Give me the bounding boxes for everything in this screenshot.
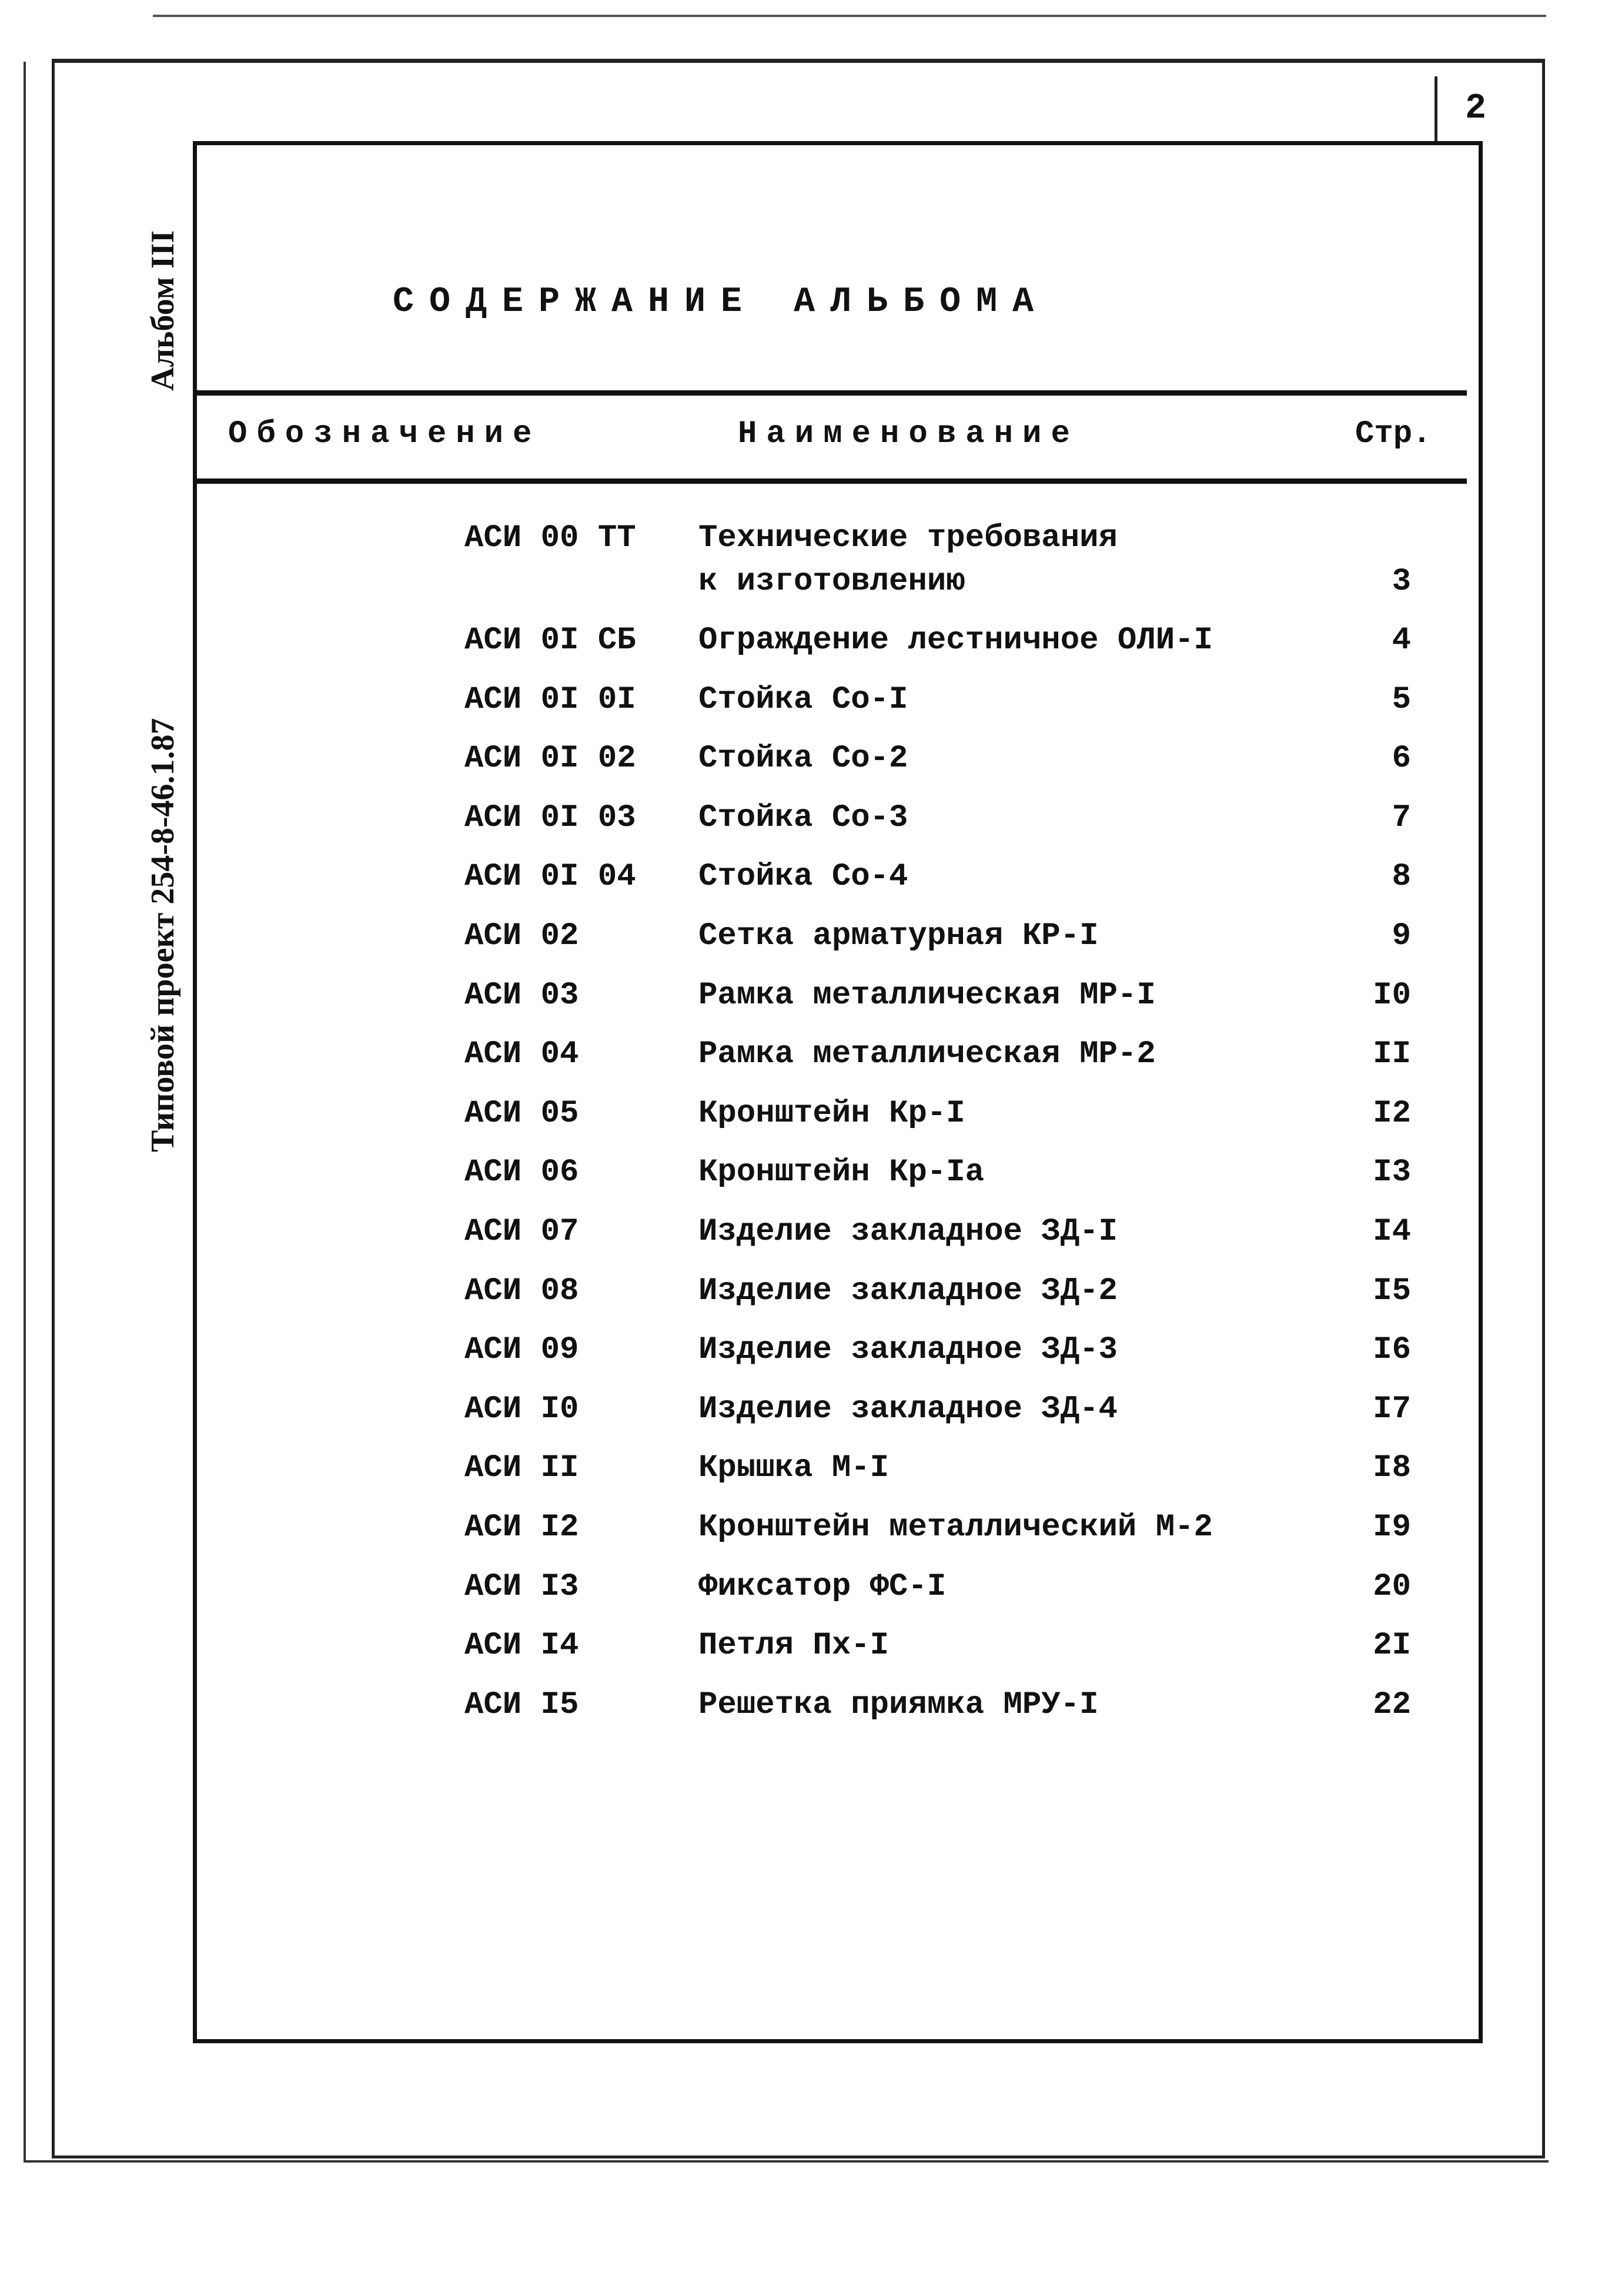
row-page: I7 bbox=[1373, 1391, 1411, 1427]
table-row bbox=[0, 520, 1605, 600]
row-name: Кронштейн Кр-I bbox=[698, 1095, 965, 1132]
table-row bbox=[0, 1273, 1605, 1332]
row-name: Стойка Со-2 bbox=[698, 741, 908, 777]
row-name: Крышка М-I bbox=[698, 1450, 890, 1487]
header-page: Стр. bbox=[1355, 416, 1432, 452]
row-page: I4 bbox=[1373, 1214, 1411, 1250]
row-code: АСИ 06 bbox=[464, 1154, 579, 1191]
row-page: 3 bbox=[1392, 564, 1411, 600]
row-name: Кронштейн металлический М-2 bbox=[698, 1510, 1213, 1545]
table-row bbox=[0, 622, 1605, 681]
row-code: АСИ I3 bbox=[464, 1568, 579, 1605]
table-row bbox=[0, 918, 1605, 977]
row-code: АСИ 0I СБ bbox=[464, 622, 636, 658]
row-name: Фиксатор ФС-I bbox=[698, 1568, 947, 1605]
row-page: 4 bbox=[1392, 622, 1411, 658]
row-code: АСИ 09 bbox=[464, 1332, 579, 1368]
row-page: 9 bbox=[1392, 918, 1411, 954]
table-row bbox=[0, 1391, 1605, 1450]
row-page: 20 bbox=[1373, 1568, 1411, 1605]
row-name: Решетка приямка МРУ-I bbox=[698, 1686, 1099, 1723]
row-name-continued: к изготовлению bbox=[698, 564, 965, 600]
header-bottom-rule bbox=[197, 478, 1467, 484]
table-row bbox=[0, 1154, 1605, 1213]
row-code: АСИ I5 bbox=[464, 1686, 579, 1723]
row-code: АСИ 0I 0I bbox=[464, 681, 636, 718]
row-page: 5 bbox=[1392, 681, 1411, 718]
row-code: АСИ 05 bbox=[464, 1095, 579, 1132]
row-code: АСИ 00 ТТ bbox=[464, 520, 636, 556]
header-code: Обозначение bbox=[228, 416, 541, 452]
row-code: АСИ 0I 03 bbox=[464, 799, 636, 836]
sheet-number: 2 bbox=[1435, 76, 1514, 141]
table-row bbox=[0, 978, 1605, 1036]
side-project-label: Типовой проект 254-8-46.1.87 bbox=[145, 718, 181, 1152]
row-page: I2 bbox=[1373, 1095, 1411, 1132]
header-top-rule bbox=[197, 390, 1467, 396]
row-name: Рамка металлическая МР-I bbox=[698, 977, 1156, 1013]
row-name: Стойка Со-4 bbox=[698, 859, 908, 895]
row-name: Стойка Со-I bbox=[698, 681, 908, 718]
row-page: I3 bbox=[1373, 1154, 1411, 1191]
row-page: 6 bbox=[1392, 741, 1411, 777]
table-row bbox=[0, 1036, 1605, 1095]
header-name: Наименование bbox=[738, 416, 1079, 452]
row-name: Изделие закладное ЗД-3 bbox=[698, 1332, 1118, 1368]
row-code: АСИ 02 bbox=[464, 918, 579, 954]
row-name: Рамка металлическая МР-2 bbox=[698, 1036, 1156, 1073]
table-row bbox=[0, 1214, 1605, 1273]
row-page: 22 bbox=[1373, 1686, 1411, 1723]
row-code: АСИ 04 bbox=[464, 1036, 579, 1073]
row-code: АСИ 03 bbox=[464, 977, 579, 1013]
table-row bbox=[0, 800, 1605, 859]
row-name: Стойка Со-3 bbox=[698, 799, 908, 836]
row-name: Технические требования bbox=[698, 520, 1118, 556]
row-name: Петля Пх-I bbox=[698, 1628, 890, 1664]
row-code: АСИ 07 bbox=[464, 1214, 579, 1250]
row-page: I9 bbox=[1373, 1510, 1411, 1545]
table-row bbox=[0, 682, 1605, 741]
row-page: I8 bbox=[1373, 1450, 1411, 1487]
table-row bbox=[0, 1096, 1605, 1154]
side-album-label: Альбом III bbox=[145, 230, 181, 391]
table-row bbox=[0, 1332, 1605, 1391]
row-code: АСИ 08 bbox=[464, 1273, 579, 1309]
table-row bbox=[0, 741, 1605, 799]
row-code: АСИ I4 bbox=[464, 1628, 579, 1664]
row-page: 7 bbox=[1392, 799, 1411, 836]
row-code: АСИ 0I 02 bbox=[464, 741, 636, 777]
top-edge-line bbox=[153, 15, 1546, 17]
table-row bbox=[0, 859, 1605, 918]
row-name: Сетка арматурная КР-I bbox=[698, 918, 1099, 954]
row-code: АСИ I2 bbox=[464, 1510, 579, 1545]
table-row bbox=[0, 1450, 1605, 1509]
row-page: I5 bbox=[1373, 1273, 1411, 1309]
row-code: АСИ I0 bbox=[464, 1391, 579, 1427]
page-title: СОДЕРЖАНИЕ АЛЬБОМА bbox=[393, 282, 1049, 322]
table-row bbox=[0, 1687, 1605, 1746]
table-row bbox=[0, 1569, 1605, 1628]
table-row bbox=[0, 1628, 1605, 1686]
row-name: Изделие закладное ЗД-2 bbox=[698, 1273, 1118, 1309]
row-page: I0 bbox=[1373, 977, 1411, 1013]
row-page: II bbox=[1373, 1036, 1411, 1073]
row-page: I6 bbox=[1373, 1332, 1411, 1368]
table-row bbox=[0, 1510, 1605, 1568]
row-name: Кронштейн Кр-Iа bbox=[698, 1154, 985, 1191]
row-name: Изделие закладное ЗД-4 bbox=[698, 1391, 1118, 1427]
row-page: 8 bbox=[1392, 859, 1411, 895]
row-code: АСИ II bbox=[464, 1450, 579, 1487]
row-code: АСИ 0I 04 bbox=[464, 859, 636, 895]
row-name: Изделие закладное ЗД-I bbox=[698, 1214, 1118, 1250]
row-name: Ограждение лестничное ОЛИ-I bbox=[698, 622, 1213, 658]
row-page: 2I bbox=[1373, 1628, 1411, 1664]
